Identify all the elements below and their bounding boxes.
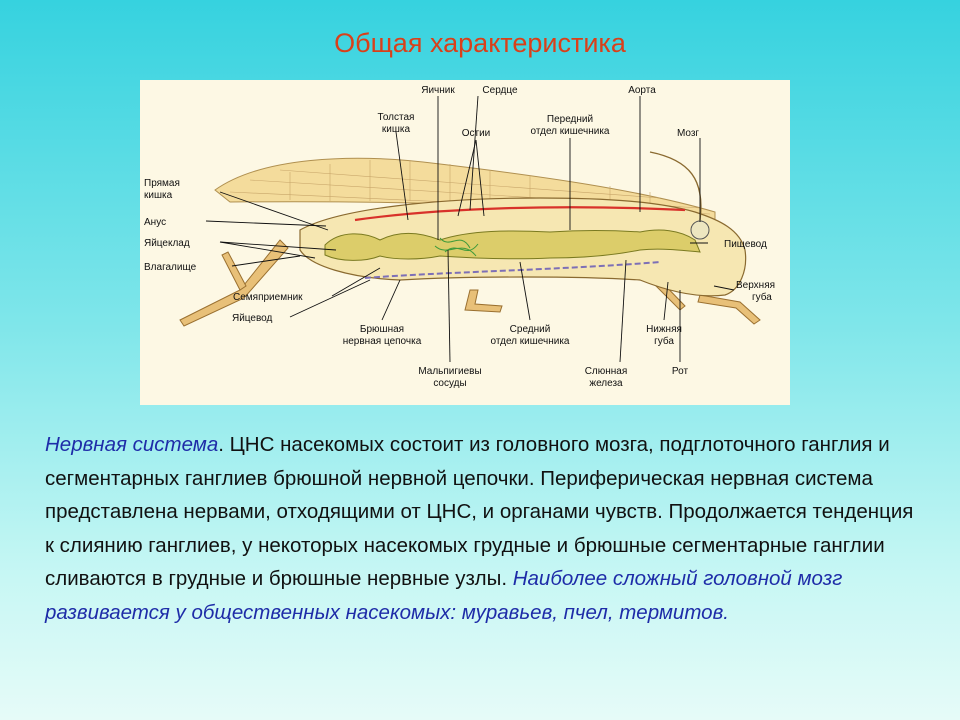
label-slyunnaya-2: железа — [589, 378, 623, 389]
lead-term: Нервная система — [45, 433, 219, 456]
slide-title: Общая характеристика — [334, 28, 626, 58]
label-pryamaya-1: Прямая — [144, 178, 180, 189]
label-serdtse: Сердце — [482, 85, 518, 96]
label-yaichnik: Яичник — [421, 85, 455, 96]
label-yaitseklad: Яйцеклад — [144, 238, 190, 249]
label-pishchevod: Пищевод — [724, 239, 767, 250]
label-malpigievy-1: Мальпигиевы — [418, 366, 482, 377]
label-verkhnyaya-2: губа — [752, 292, 772, 303]
label-nizhnyaya-2: губа — [654, 336, 674, 347]
insect-anatomy-diagram — [140, 80, 790, 405]
label-verkhnyaya-1: Верхняя — [736, 280, 776, 291]
label-malpigievy-2: сосуды — [433, 378, 467, 389]
label-mozg: Мозг — [676, 128, 700, 139]
label-rot: Рот — [671, 366, 689, 377]
label-peredniy-2: отдел кишечника — [530, 126, 610, 137]
label-peredniy-1: Передний — [546, 114, 594, 125]
label-semyapriemnik: Семяприемник — [233, 292, 303, 303]
label-slyunnaya-1: Слюнная — [584, 366, 628, 377]
body-text: . ЦНС насекомых состоит из головного мозга, подглоточного ганглия и сегментарных ганглиев брюшной нервной цепочки. Периферическая нервная система представлена нервами, отходящими от ЦНС, и органами чувств. Продолжается тенденция к слиянию ганглиев, у некоторых насекомых грудные и брюшные сегментарные ганглии сливаются в грудные и брюшные нервные узлы. — [45, 433, 914, 590]
highlight-text: Наиболее сложный головной мозг развивается у общественных насекомых: муравьев, пчел, термитов. — [45, 567, 843, 624]
label-sredniy-1: Средний — [509, 324, 551, 335]
label-bryushnaya-1: Брюшная — [359, 324, 405, 335]
label-vlagalishche: Влагалище — [144, 262, 197, 273]
label-nizhnyaya-1: Нижняя — [646, 324, 682, 335]
label-pryamaya-2: кишка — [144, 190, 173, 201]
label-yaitsevod: Яйцевод — [232, 313, 273, 324]
label-anus: Анус — [144, 217, 167, 228]
label-ostii: Остии — [461, 128, 491, 139]
description-text — [45, 428, 925, 629]
label-bryushnaya-2: нервная цепочка — [342, 336, 422, 347]
label-aorta: Аорта — [628, 85, 656, 96]
label-tolstaya-2: кишка — [381, 124, 411, 135]
label-sredniy-2: отдел кишечника — [490, 336, 570, 347]
label-tolstaya-1: Толстая — [377, 112, 415, 123]
